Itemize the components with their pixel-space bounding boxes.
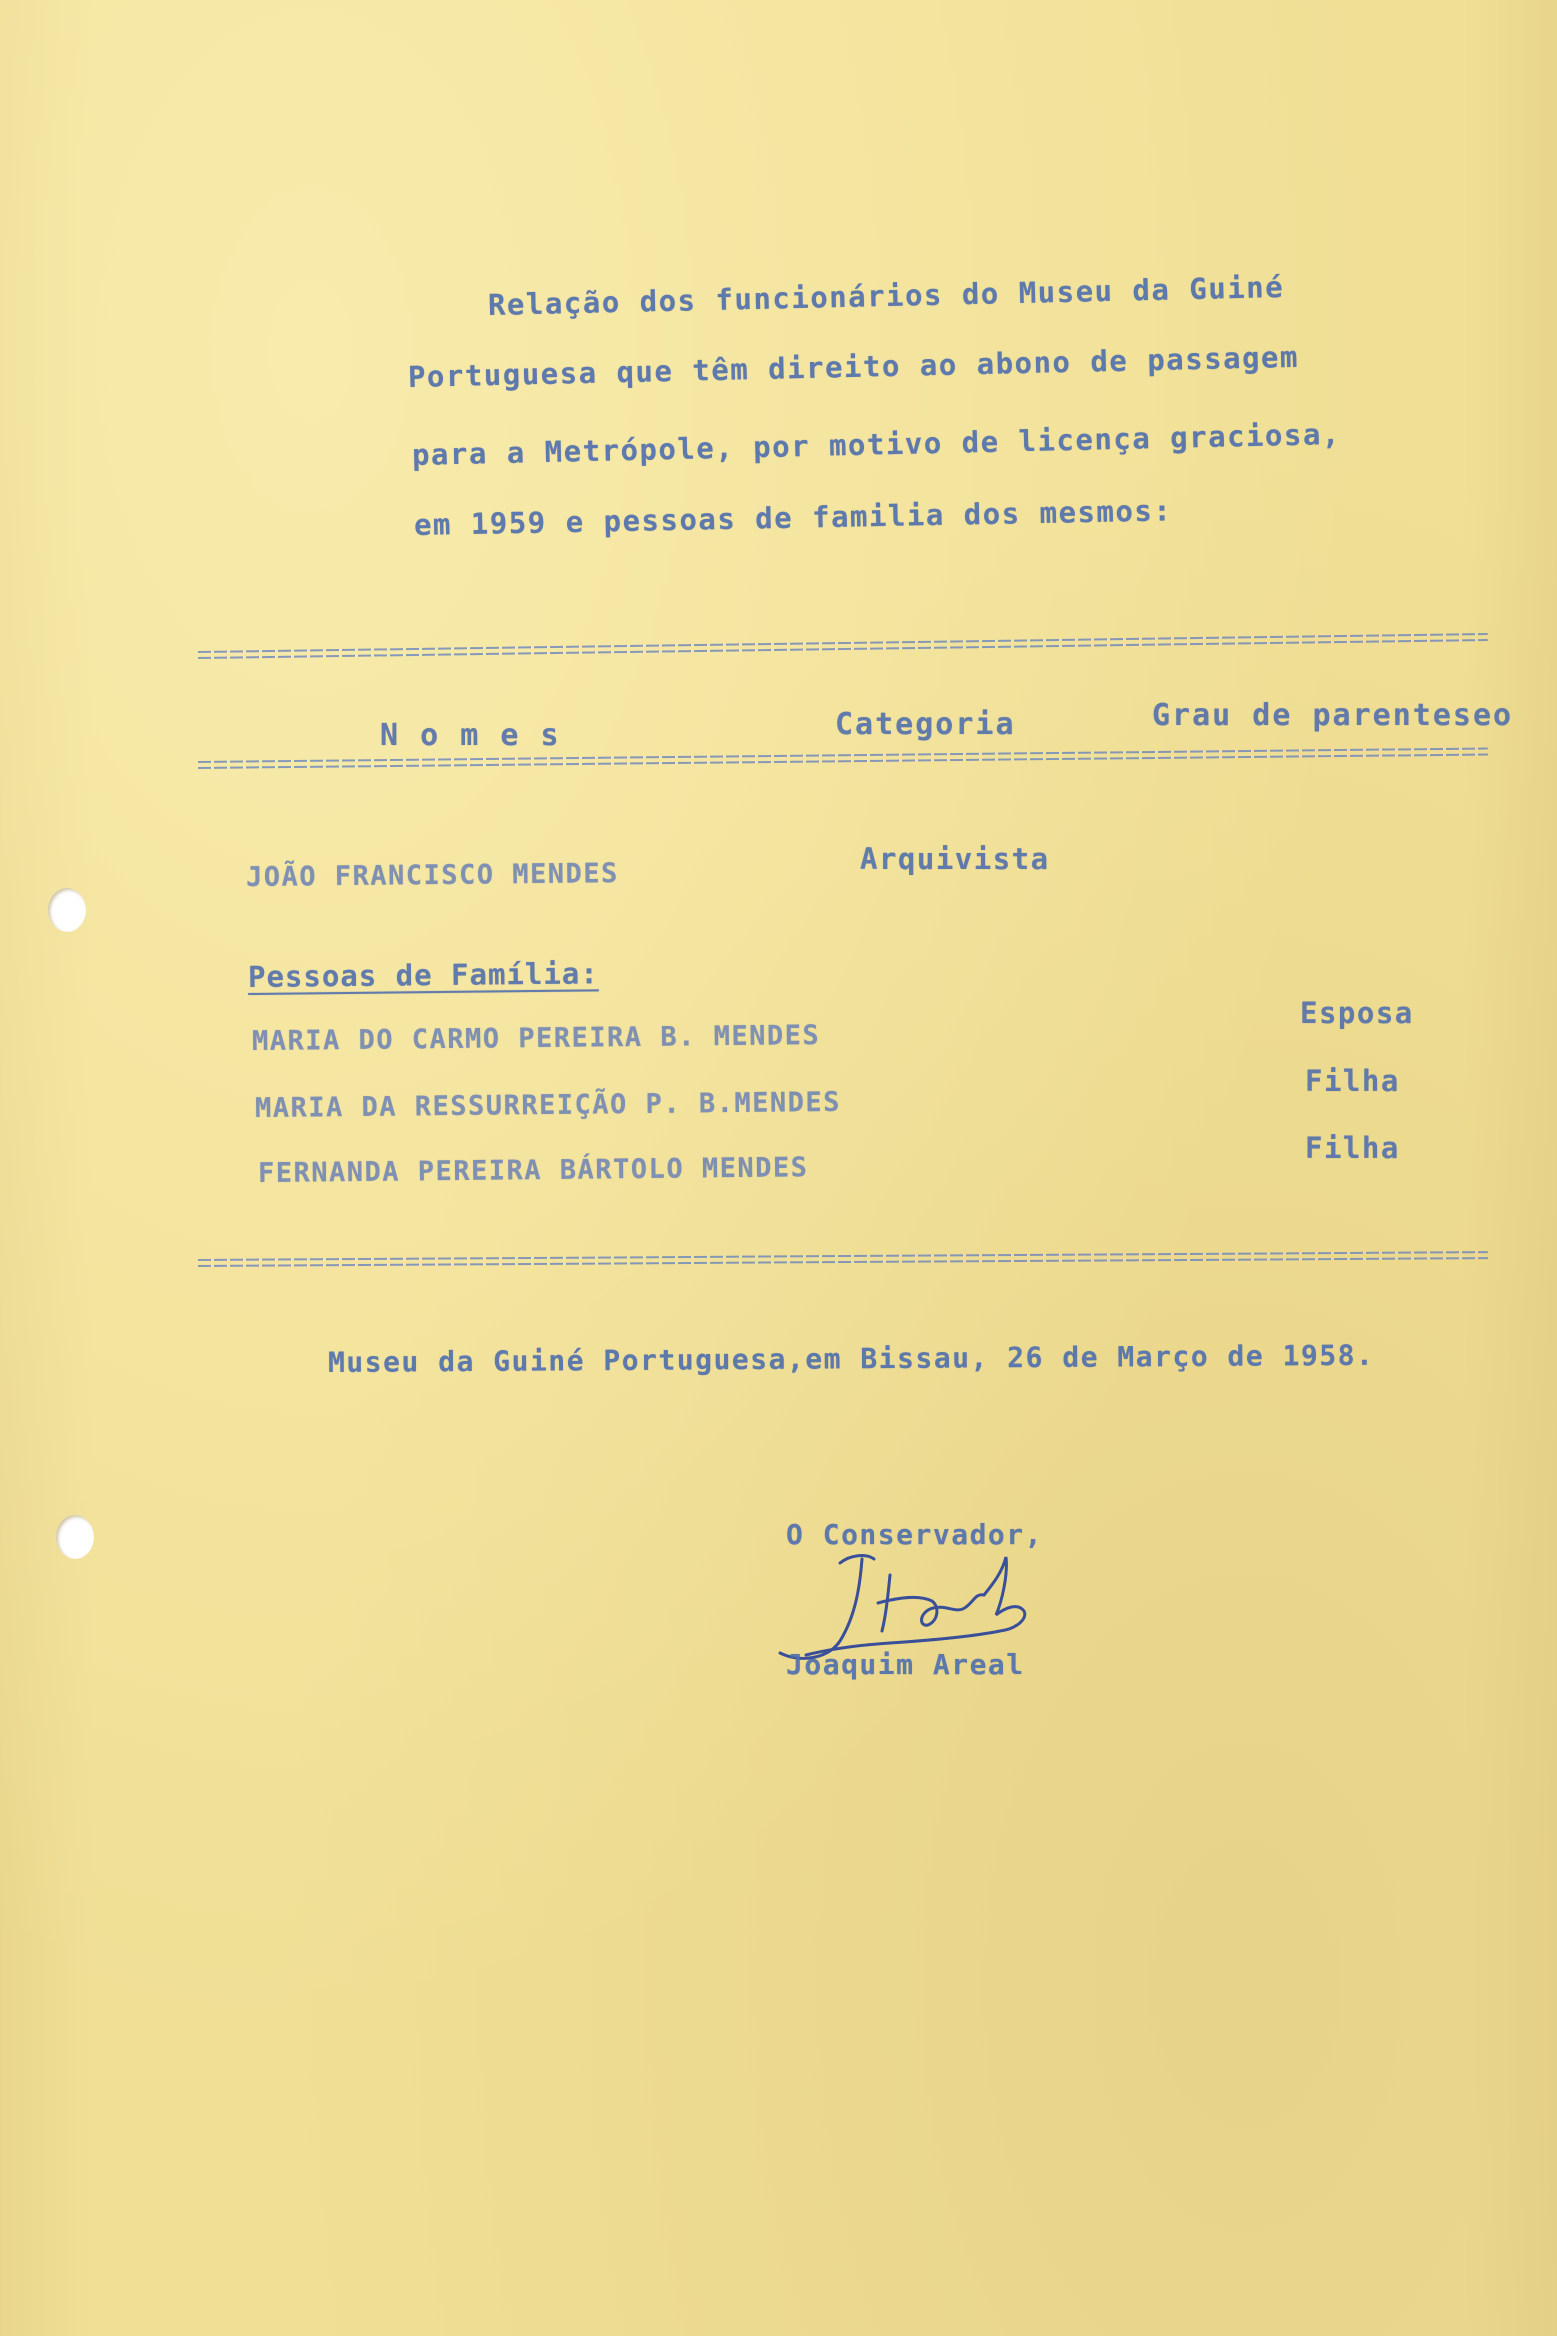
intro-line-4: em 1959 e pessoas de familia dos mesmos:: [413, 493, 1173, 542]
family-member-name: MARIA DO CARMO PEREIRA B. MENDES: [251, 1020, 821, 1057]
family-member-kinship: Esposa: [1300, 996, 1414, 1030]
column-header-names: N o m e s: [380, 718, 561, 753]
table-rule-bottom: [198, 1248, 1488, 1270]
family-section-label: Pessoas de Família:: [247, 956, 599, 994]
intro-line-2: Portuguesa que têm direito ao abono de passagem: [407, 339, 1300, 394]
family-member-kinship: Filha: [1305, 1064, 1400, 1098]
place-date-line: Museu da Guiné Portuguesa,em Bissau, 26 de Março de 1958.: [327, 1338, 1375, 1379]
punch-hole-top: [48, 888, 86, 932]
column-header-category: Categoria: [835, 707, 1016, 742]
intro-line-3: para a Metrópole, por motivo de licença graciosa,: [411, 416, 1342, 472]
employee-name: JOÃO FRANCISCO MENDES: [245, 858, 620, 893]
punch-hole-bottom: [56, 1515, 94, 1559]
employee-category: Arquivista: [860, 842, 1050, 876]
signatory-name: Joaquim Areal: [786, 1648, 1025, 1681]
family-member-name: FERNANDA PEREIRA BÁRTOLO MENDES: [257, 1152, 809, 1189]
family-member-kinship: Filha: [1305, 1131, 1400, 1165]
family-member-name: MARIA DA RESSURREIÇÃO P. B.MENDES: [254, 1086, 842, 1124]
header-rule-top: [198, 630, 1488, 662]
closing-line: O Conservador,: [786, 1518, 1044, 1551]
intro-line-1: Relação dos funcionários do Museu da Guiné: [487, 269, 1285, 322]
column-header-kinship: Grau de parenteseo: [1152, 698, 1514, 733]
